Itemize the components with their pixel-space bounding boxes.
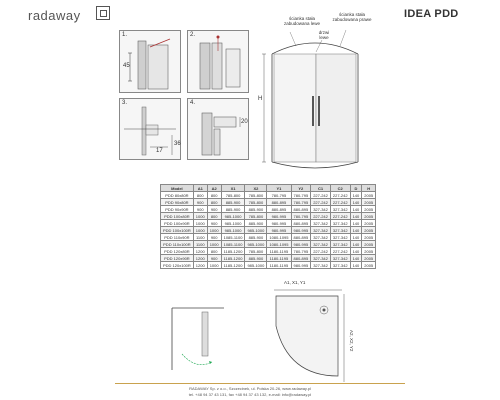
panel-4-number: 4.	[190, 100, 196, 106]
table-cell: 140	[350, 255, 362, 262]
table-cell: 140	[350, 213, 362, 220]
installation-panel-1	[119, 30, 181, 93]
plan-view-drawing	[268, 286, 348, 386]
table-cell: PDD 90x80R	[161, 199, 194, 206]
table-cell: 1000	[193, 227, 207, 234]
table-cell: 885-900	[245, 206, 267, 213]
table-cell: 327-342	[330, 262, 350, 269]
dimension-table	[160, 184, 376, 269]
table-cell: 800	[207, 248, 221, 255]
table-cell: PDD 90x90R	[161, 206, 194, 213]
table-cell: 1000	[193, 220, 207, 227]
table-row	[161, 241, 376, 248]
table-cell: 327-342	[330, 255, 350, 262]
table-cell: 2005	[362, 255, 376, 262]
installation-panel-2	[187, 30, 249, 93]
table-cell: 885-900	[245, 255, 267, 262]
table-cell: 227-242	[330, 199, 350, 206]
plan-depth-label: A2, X2, Y2	[349, 330, 354, 352]
table-cell: 2005	[362, 248, 376, 255]
table-cell: 900	[207, 206, 221, 213]
table-cell: 1185-1200	[221, 255, 245, 262]
table-row	[161, 262, 376, 269]
table-cell: PDD 110x90R	[161, 234, 194, 241]
installation-panel-3	[119, 98, 181, 160]
table-cell: 2005	[362, 234, 376, 241]
table-cell: 985-1000	[221, 220, 245, 227]
height-label: H	[258, 96, 263, 102]
table-header-cell: X2	[245, 185, 267, 192]
brand-logo-text: radaway	[28, 8, 81, 23]
table-cell: 780-795	[291, 192, 311, 199]
table-cell: 227-242	[311, 192, 331, 199]
panel-2-drawing	[188, 31, 248, 92]
table-cell: 327-342	[311, 241, 331, 248]
table-cell: 327-342	[311, 255, 331, 262]
table-cell: 327-342	[311, 234, 331, 241]
table-cell: 980-995	[267, 220, 291, 227]
table-cell: 880-895	[267, 206, 291, 213]
table-cell: 1000	[193, 213, 207, 220]
table-cell: 785-800	[221, 192, 245, 199]
table-cell: 980-995	[291, 262, 311, 269]
table-cell: 785-800	[245, 213, 267, 220]
table-cell: 327-342	[330, 220, 350, 227]
table-cell: 985-1000	[245, 241, 267, 248]
table-cell: 2005	[362, 241, 376, 248]
table-cell: 2005	[362, 199, 376, 206]
table-cell: 900	[193, 199, 207, 206]
panel-3-dim-b: 36	[174, 141, 181, 147]
panel-1-number: 1.	[122, 32, 128, 38]
table-cell: 2005	[362, 206, 376, 213]
table-header-cell: D	[350, 185, 362, 192]
table-cell: 1100	[193, 241, 207, 248]
table-cell: 880-895	[291, 206, 311, 213]
table-cell: PDD 120x80R	[161, 248, 194, 255]
table-cell: 1100	[193, 234, 207, 241]
table-cell: 785-800	[245, 192, 267, 199]
table-cell: 880-895	[291, 220, 311, 227]
panel-3-dim-a: 17	[156, 148, 163, 154]
table-cell: 1180-1195	[267, 248, 291, 255]
table-cell: 140	[350, 199, 362, 206]
table-row	[161, 255, 376, 262]
table-cell: 1000	[207, 262, 221, 269]
table-header-cell: Model	[161, 185, 194, 192]
shower-enclosure-drawing	[260, 24, 370, 184]
table-cell: 1200	[193, 262, 207, 269]
table-cell: 2005	[362, 227, 376, 234]
table-cell: 227-242	[311, 213, 331, 220]
table-cell: 885-900	[245, 220, 267, 227]
table-cell: 880-895	[267, 199, 291, 206]
table-cell: 1180-1195	[267, 255, 291, 262]
brand-logo-icon	[96, 6, 110, 20]
table-cell: 980-995	[291, 241, 311, 248]
table-cell: 885-900	[221, 199, 245, 206]
table-header-cell: X1	[221, 185, 245, 192]
table-cell: 140	[350, 234, 362, 241]
table-cell: 1000	[207, 241, 221, 248]
table-cell: 140	[350, 262, 362, 269]
table-cell: 2005	[362, 262, 376, 269]
table-cell: PDD 100x100R	[161, 227, 194, 234]
table-header-cell: C1	[311, 185, 331, 192]
table-row	[161, 213, 376, 220]
table-cell: 327-342	[311, 227, 331, 234]
table-cell: 900	[193, 206, 207, 213]
table-cell: 880-895	[291, 234, 311, 241]
table-row	[161, 220, 376, 227]
table-cell: 327-342	[311, 220, 331, 227]
side-view-drawing	[162, 304, 232, 374]
callout-right-fixed: ścianka stała zabudowana prawe	[332, 12, 372, 22]
table-cell: 327-342	[330, 227, 350, 234]
table-cell: 227-242	[330, 248, 350, 255]
table-cell: PDD 120x100R	[161, 262, 194, 269]
callout-doors: drzwi lewe	[318, 30, 330, 40]
table-cell: 140	[350, 241, 362, 248]
plan-width-label: A1, X1, Y1	[284, 280, 306, 285]
table-cell: 1200	[193, 248, 207, 255]
table-cell: 785-800	[245, 199, 267, 206]
table-cell: 227-242	[311, 199, 331, 206]
table-row	[161, 206, 376, 213]
footer-divider	[115, 383, 405, 384]
table-cell: 985-1000	[221, 213, 245, 220]
table-cell: 800	[207, 192, 221, 199]
table-header-cell: Y1	[267, 185, 291, 192]
table-cell: PDD 100x90R	[161, 220, 194, 227]
table-row	[161, 248, 376, 255]
table-cell: 1000	[207, 227, 221, 234]
table-header-cell: A2	[207, 185, 221, 192]
table-cell: PDD 100x80R	[161, 213, 194, 220]
footer-line-1: RADAWAY Sp. z o.o., Szczecinek, ul. Polska 20-26, www.radaway.pl	[189, 386, 311, 391]
table-header-cell: Y2	[291, 185, 311, 192]
table-cell: 2005	[362, 213, 376, 220]
panel-1-dim: 45	[123, 63, 130, 69]
table-cell: 1085-1100	[221, 241, 245, 248]
table-cell: 780-795	[291, 213, 311, 220]
table-row	[161, 192, 376, 199]
table-cell: 1185-1200	[221, 248, 245, 255]
table-header-cell: A1	[193, 185, 207, 192]
table-cell: 327-342	[330, 241, 350, 248]
panel-3-number: 3.	[122, 100, 128, 106]
table-cell: 1180-1195	[267, 262, 291, 269]
table-cell: 985-1000	[245, 227, 267, 234]
table-row	[161, 227, 376, 234]
table-cell: 140	[350, 192, 362, 199]
table-cell: 780-795	[291, 199, 311, 206]
table-cell: 980-995	[267, 227, 291, 234]
table-cell: 780-795	[267, 192, 291, 199]
table-cell: 227-242	[311, 248, 331, 255]
table-cell: 1080-1095	[267, 241, 291, 248]
table-cell: 140	[350, 248, 362, 255]
table-cell: 140	[350, 227, 362, 234]
callout-left-fixed: ścianka stała zabudowana lewe	[283, 16, 321, 26]
table-header-cell: C2	[330, 185, 350, 192]
table-row	[161, 199, 376, 206]
table-cell: 1080-1095	[267, 234, 291, 241]
table-cell: 800	[193, 192, 207, 199]
table-cell: 985-1000	[221, 227, 245, 234]
table-cell: 980-995	[267, 213, 291, 220]
table-cell: 885-900	[221, 206, 245, 213]
page-title: IDEA PDD	[404, 8, 459, 20]
table-cell: 2005	[362, 192, 376, 199]
panel-3-drawing	[120, 99, 180, 159]
table-header-cell: H	[362, 185, 376, 192]
table-cell: PDD 120x90R	[161, 255, 194, 262]
table-cell: 2005	[362, 220, 376, 227]
table-cell: 985-1000	[245, 262, 267, 269]
table-cell: 1185-1200	[221, 262, 245, 269]
table-cell: 327-342	[330, 234, 350, 241]
table-cell: 880-895	[291, 255, 311, 262]
table-cell: 980-995	[291, 227, 311, 234]
table-cell: PDD 80x80R	[161, 192, 194, 199]
table-cell: 900	[207, 234, 221, 241]
panel-2-number: 2.	[190, 32, 196, 38]
table-cell: 1200	[193, 255, 207, 262]
table-cell: 885-900	[245, 234, 267, 241]
table-cell: PDD 110x100R	[161, 241, 194, 248]
table-cell: 780-795	[291, 248, 311, 255]
panel-1-drawing	[120, 31, 180, 92]
table-cell: 227-242	[330, 192, 350, 199]
panel-4-dim: 20	[241, 119, 248, 125]
table-cell: 227-242	[330, 213, 350, 220]
table-cell: 800	[207, 213, 221, 220]
table-cell: 800	[207, 199, 221, 206]
table-cell: 327-342	[311, 206, 331, 213]
table-cell: 1085-1100	[221, 234, 245, 241]
table-row	[161, 234, 376, 241]
table-cell: 785-800	[245, 248, 267, 255]
table-cell: 140	[350, 220, 362, 227]
table-cell: 900	[207, 220, 221, 227]
table-cell: 140	[350, 206, 362, 213]
table-cell: 900	[207, 255, 221, 262]
footer-line-2: tel. +48 94 37 43 131, fax +48 94 37 43 132, e-mail: info@radaway.pl	[188, 392, 312, 397]
table-cell: 327-342	[311, 262, 331, 269]
panel-4-drawing	[188, 99, 248, 159]
table-cell: 327-342	[330, 206, 350, 213]
installation-panel-4	[187, 98, 249, 160]
